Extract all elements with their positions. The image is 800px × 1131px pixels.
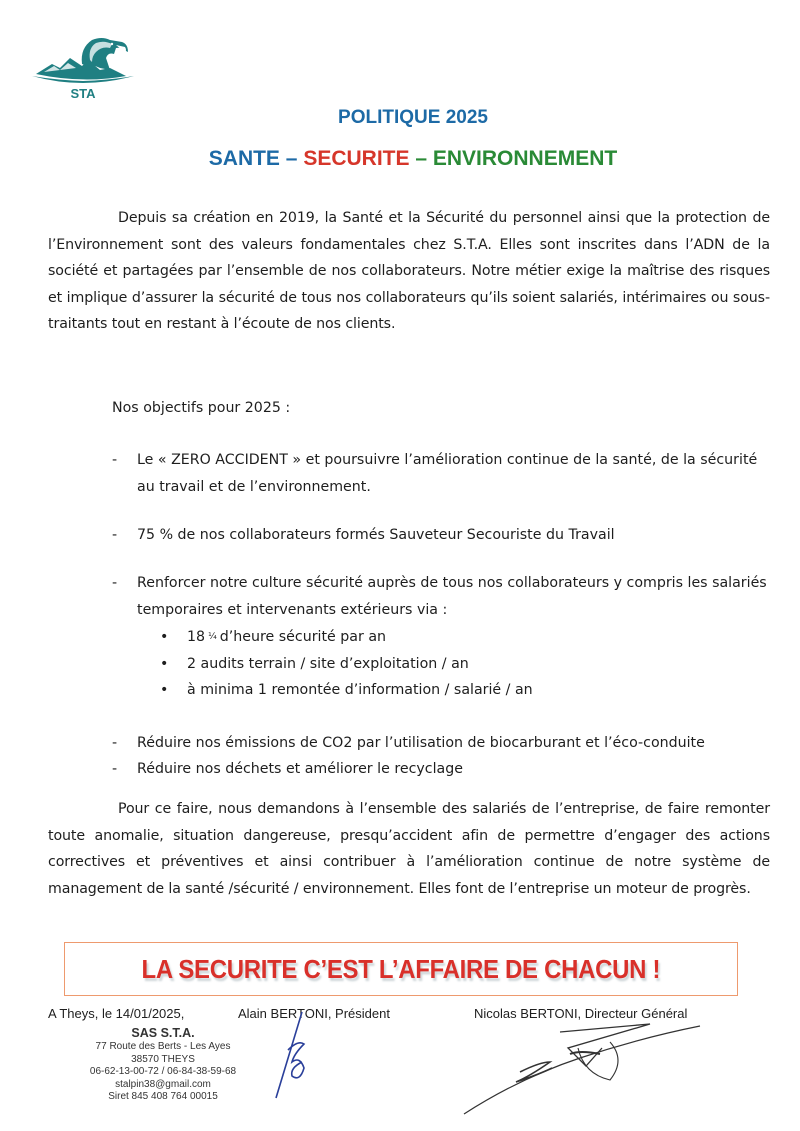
company-name: SAS S.T.A. (131, 1026, 195, 1040)
place-and-date: A Theys, le 14/01/2025, (48, 1006, 185, 1021)
dash-marker: - (112, 575, 118, 591)
fraction-quarter: ¼ (208, 632, 217, 642)
safety-slogan-banner (64, 942, 738, 996)
subtitle-separator: – (279, 147, 304, 170)
closing-paragraph: Pour ce faire, nous demandons à l’ensemble des salariés de l’entreprise, de faire remonter toute anomalie, situation dangereuse, presqu’accident afin de permettre d’engager des actions correctives et préventives et ainsi contribuer à l’amélioration continue de notre système de management de la santé /sécurité / environnement. Elles font de l’entreprise un moteur de progrès. (48, 801, 770, 897)
company-city: 38570 THEYS (131, 1053, 195, 1065)
objective-item (112, 447, 772, 500)
subtitle-securite: SECURITE (303, 147, 410, 170)
dash-marker: - (112, 452, 118, 468)
objective-item (112, 522, 772, 549)
eagle-mountain-icon (30, 30, 136, 86)
logo-text: STA (70, 86, 96, 101)
subtitle-environnement: ENVIRONNEMENT (432, 147, 618, 170)
objective-text: 75 % de nos collaborateurs formés Sauveteur Secouriste du Travail (137, 527, 615, 543)
dash-marker: - (112, 735, 118, 751)
safety-slogan: LA SECURITE C’EST L’AFFAIRE DE CHACUN ! (141, 953, 661, 984)
company-phones: 06-62-13-00-72 / 06-84-38-59-68 (89, 1066, 237, 1077)
company-logo (30, 30, 136, 105)
company-stamp (78, 1026, 248, 1104)
objective-text: Réduire nos déchets et améliorer le recyclage (137, 761, 463, 777)
president-signatory: Alain BERTONI, Président (238, 1006, 390, 1021)
objective-text: Le « ZERO ACCIDENT » et poursuivre l’amélioration continue de la santé, de la sécurité au travail et de l’environnement. (137, 452, 758, 495)
sub-objective-item: • à minima 1 remontée d’information / salarié / an (160, 677, 533, 704)
objectives-title: Nos objectifs pour 2025 : (112, 400, 291, 416)
sub-objective-number: 18 (187, 629, 206, 645)
dash-marker: - (112, 527, 118, 543)
document-subtitle (0, 147, 800, 171)
company-siret: Siret 845 408 764 00015 (108, 1091, 218, 1102)
director-signatory: Nicolas BERTONI, Directeur Général (474, 1006, 688, 1021)
objective-text: Réduire nos émissions de CO2 par l’utilisation de biocarburant et l’éco-conduite (137, 735, 705, 751)
director-signature-icon (460, 1018, 710, 1118)
sub-objective-item: • 2 audits terrain / site d’exploitation / an (160, 651, 533, 678)
objective-text: Renforcer notre culture sécurité auprès de tous nos collaborateurs y compris les salariés temporaires et intervenants extérieurs via : (137, 575, 767, 618)
company-email: stalpin38@gmail.com (115, 1078, 211, 1090)
president-signature-icon (270, 1010, 330, 1105)
sub-objectives-list (160, 624, 533, 704)
objective-item (112, 730, 772, 757)
dash-marker: - (112, 761, 118, 777)
objective-item (112, 756, 772, 783)
subtitle-sante: SANTE (208, 147, 280, 170)
subtitle-separator: – (409, 147, 433, 170)
sub-objective-item (160, 624, 533, 651)
document-title: POLITIQUE 2025 (338, 107, 488, 128)
sub-objective-text: d’heure sécurité par an (219, 629, 387, 645)
company-address: 77 Route des Berts - Les Ayes (95, 1041, 231, 1052)
objective-item (112, 570, 772, 623)
intro-paragraph: Depuis sa création en 2019, la Santé et la Sécurité du personnel ainsi que la protection de l’Environnement sont des valeurs fondamentales chez S.T.A. Elles sont inscrites dans l’ADN de la société et partagées par l’ensemble de nos collaborateurs. Notre métier exige la maîtrise des risques et implique d’assurer la sécurité de tous nos collaborateurs qu’ils soient salariés, intérimaires ou sous-traitants tout en restant à l’écoute de nos clients. (48, 210, 770, 332)
